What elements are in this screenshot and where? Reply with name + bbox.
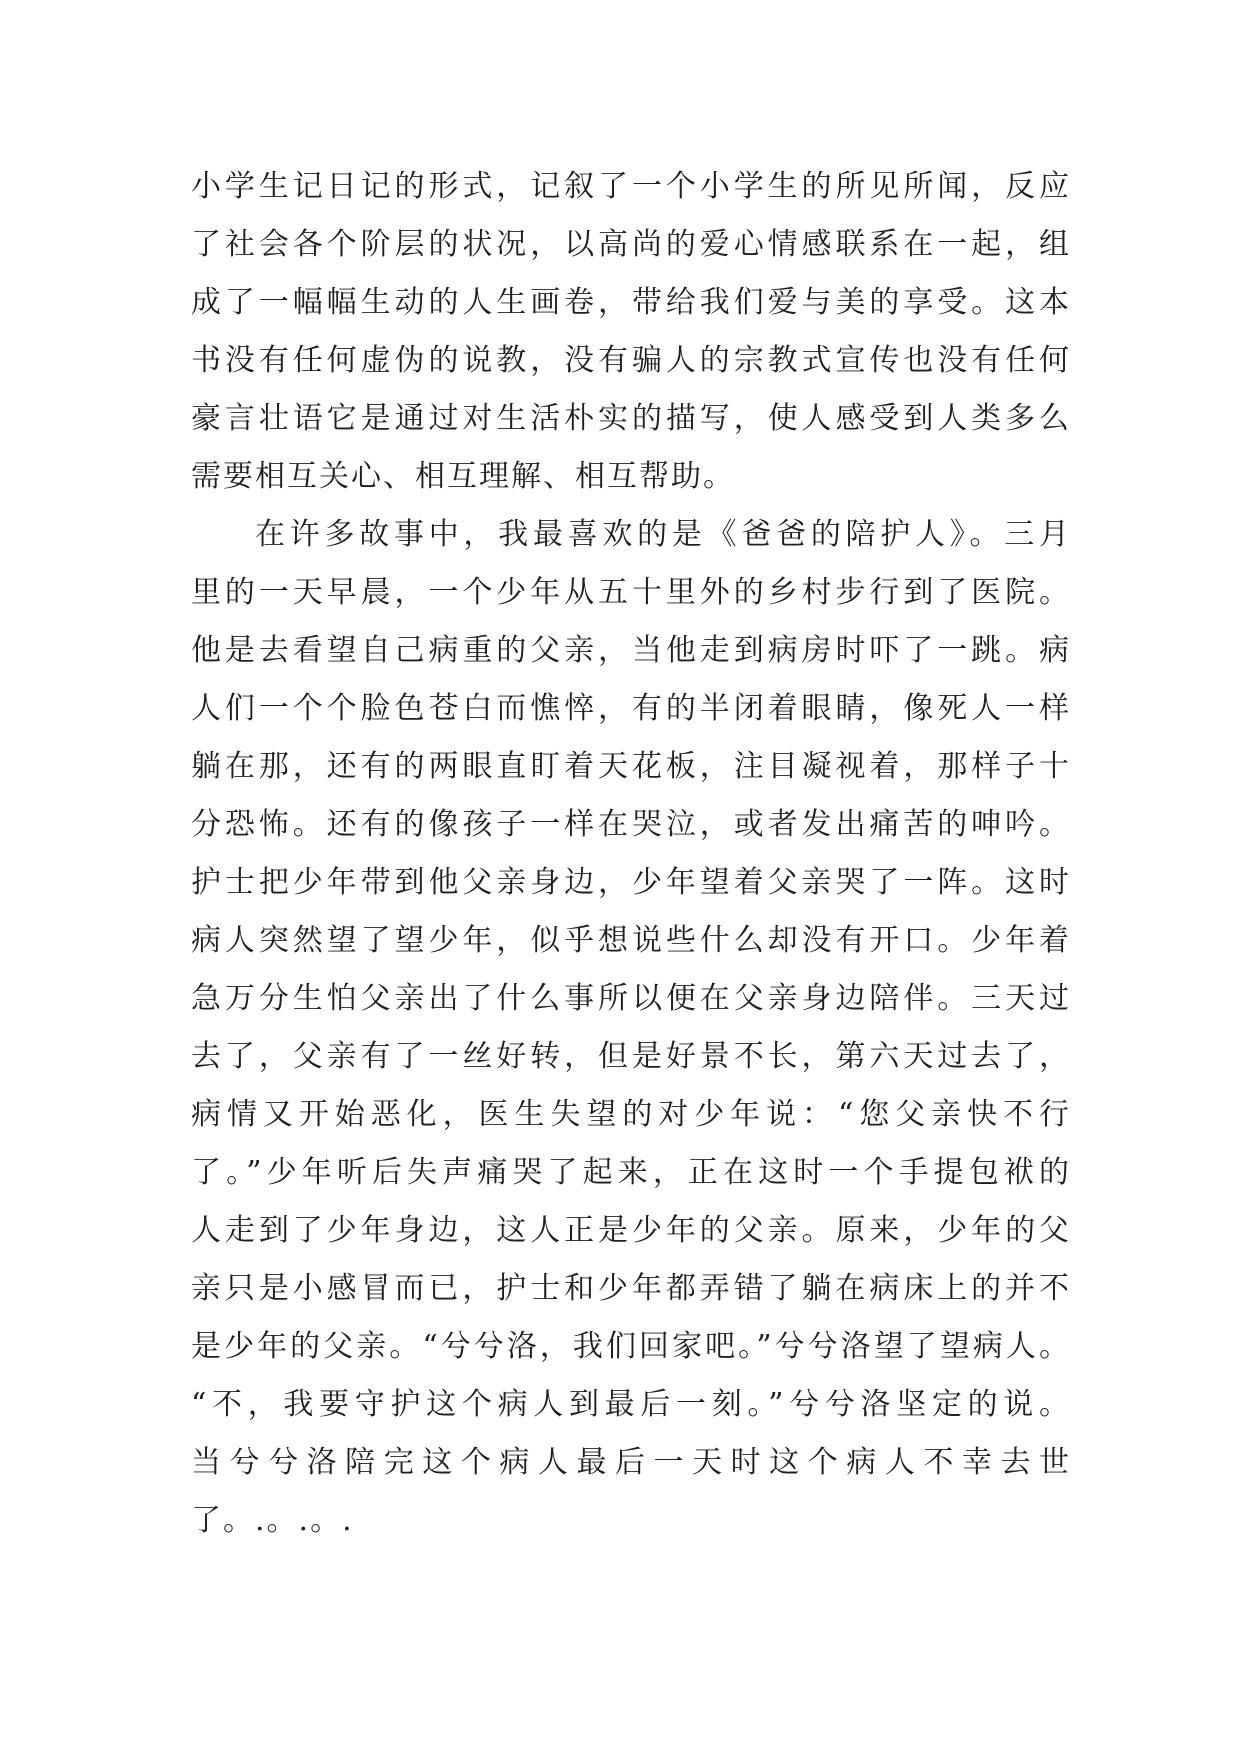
text-line: 急万分生怕父亲出了什么事所以便在父亲身边陪伴。三天过	[191, 981, 1071, 1016]
text-line: 护士把少年带到他父亲身边，少年望着父亲哭了一阵。这时	[191, 865, 1071, 900]
text-line: 当兮兮洛陪完这个病人最后一天时这个病人不幸去世	[191, 1445, 1071, 1480]
text-line: “不，我要守护这个病人到最后一刻。”兮兮洛坚定的说。	[191, 1387, 1071, 1422]
text-line: 书没有任何虚伪的说教，没有骗人的宗教式宣传也没有任何	[191, 343, 1071, 378]
text-line: 里的一天早晨，一个少年从五十里外的乡村步行到了医院。	[191, 575, 1071, 610]
text-line: 了。”少年听后失声痛哭了起来，正在这时一个手提包袱的	[191, 1155, 1071, 1190]
text-line: 他是去看望自己病重的父亲，当他走到病房时吓了一跳。病	[191, 633, 1071, 668]
text-line: 人走到了少年身边，这人正是少年的父亲。原来，少年的父	[191, 1213, 1071, 1248]
text-line: 人们一个个脸色苍白而憔悴，有的半闭着眼睛，像死人一样	[191, 691, 1071, 726]
text-line: 豪言壮语它是通过对生活朴实的描写，使人感受到人类多么	[191, 401, 1071, 436]
paragraph-1	[191, 158, 1071, 506]
text-line: 去了，父亲有了一丝好转，但是好景不长，第六天过去了，	[191, 1039, 1071, 1074]
document-body	[191, 158, 1071, 1550]
paragraph-2	[191, 506, 1071, 1550]
text-line: 了社会各个阶层的状况，以高尚的爱心情感联系在一起，组	[191, 227, 1071, 262]
text-line: 需要相互关心、相互理解、相互帮助。	[191, 459, 735, 494]
text-line: 小学生记日记的形式，记叙了一个小学生的所见所闻，反应	[191, 169, 1071, 204]
text-line: 成了一幅幅生动的人生画卷，带给我们爱与美的享受。这本	[191, 285, 1071, 320]
text-line: 亲只是小感冒而已，护士和少年都弄错了躺在病床上的并不	[191, 1271, 1071, 1306]
text-line: 在许多故事中，我最喜欢的是《爸爸的陪护人》。三月	[255, 517, 1071, 552]
text-line: 病情又开始恶化，医生失望的对少年说：“您父亲快不行	[191, 1097, 1071, 1132]
text-line: 躺在那，还有的两眼直盯着天花板，注目凝视着，那样子十	[191, 749, 1071, 784]
text-line: 是少年的父亲。“兮兮洛，我们回家吧。”兮兮洛望了望病人。	[191, 1329, 1071, 1364]
text-line: 病人突然望了望少年，似乎想说些什么却没有开口。少年着	[191, 923, 1071, 958]
text-line: 了。.。.。.	[191, 1503, 354, 1538]
text-line: 分恐怖。还有的像孩子一样在哭泣，或者发出痛苦的呻吟。	[191, 807, 1071, 842]
